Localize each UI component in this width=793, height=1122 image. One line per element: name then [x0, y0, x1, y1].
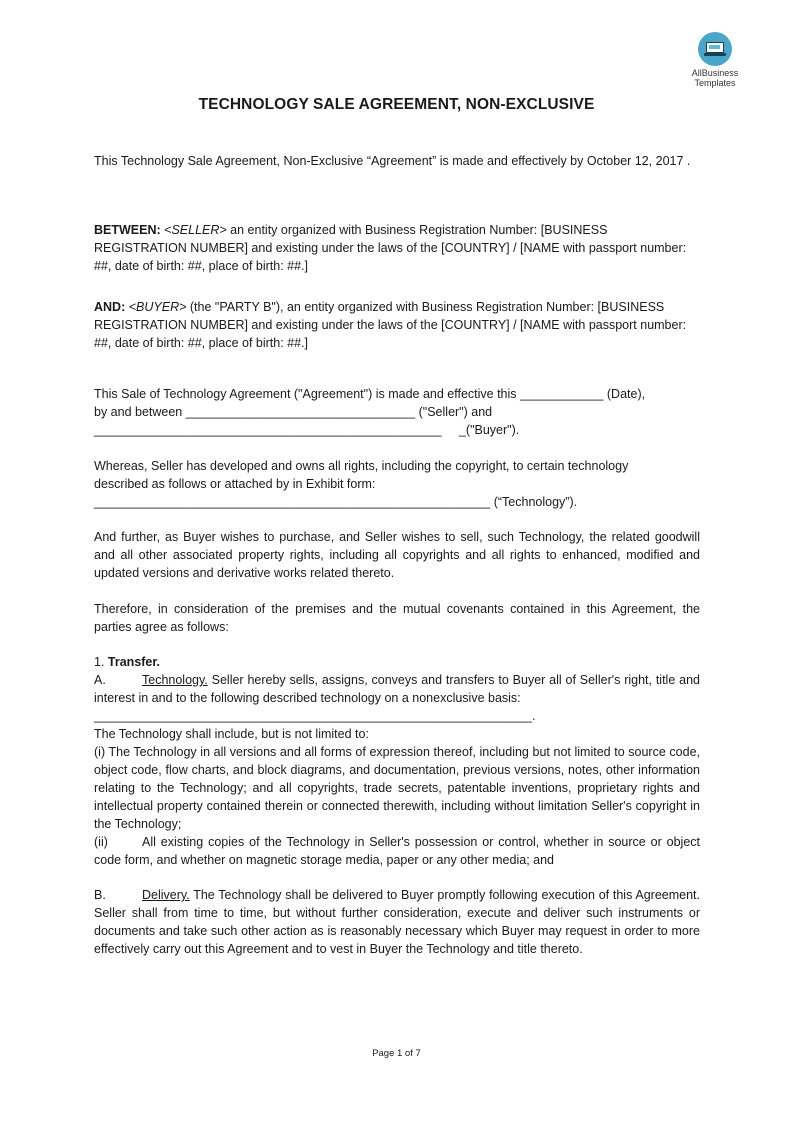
- whereas-line-2: described as follows or attached by in Exhibit form:: [94, 477, 376, 491]
- clause-b-text: The Technology shall be delivered to Buyer promptly following execution of this Agreement. Seller shall from time to time, but without further consideration, execute and deliver such instruments or documents and take such other action as is reasonably necessary which Buyer may request in order to more effectively carry out this Agreement and to vest in Buyer the Technology and title thereto.: [94, 888, 700, 956]
- sale-line-1: This Sale of Technology Agreement ("Agreement") is made and effective this ____________ (Date),: [94, 387, 646, 401]
- section-1-title: Transfer.: [107, 655, 161, 669]
- and-label: AND:: [94, 300, 126, 314]
- clause-a-text: Seller hereby sells, assigns, conveys and transfers to Buyer all of Seller's right, title and interest in and to the following described technology on a nonexclusive basis:: [94, 673, 700, 705]
- clause-a-blank: _______________________________________________________________.: [94, 709, 536, 723]
- clause-a-item-ii: [94, 833, 700, 869]
- between-text: an entity organized with Business Registration Number: [BUSINESS REGISTRATION NUMBER] and existing under the laws of the [COUNTRY] / [NAME with passport number: ##, date of birth: ##, place of birth: ##.]: [94, 223, 687, 273]
- further-paragraph: And further, as Buyer wishes to purchase, and Seller wishes to sell, such Technology, the related goodwill and all other associated property rights, including all copyrights and all rights to enhanced, modified and updated versions and derivative works related thereto.: [94, 530, 700, 580]
- logo-text: [684, 68, 746, 88]
- page-number: Page 1 of 7: [372, 1048, 421, 1059]
- clause-a: [94, 671, 700, 869]
- between-label: BETWEEN:: [94, 223, 161, 237]
- clause-a-letter: A.: [94, 673, 106, 687]
- whereas-paragraph: [94, 457, 700, 511]
- sale-line-2: by and between _________________________________ ("Seller") and: [94, 405, 493, 419]
- and-text: (the "PARTY B"), an entity organized with Business Registration Number: [BUSINESS REGISTRATION NUMBER] and existing under the laws of the [COUNTRY] / [NAME with passport number: ##, date of birth: ##, place of birth: ##.]: [94, 300, 687, 350]
- intro-paragraph: This Technology Sale Agreement, Non-Exclusive “Agreement” is made and effectively by October 12, 2017 .: [94, 154, 691, 168]
- sale-line-3: __________________________________________________ _("Buyer").: [94, 423, 520, 437]
- section-1-heading: [94, 653, 700, 671]
- clause-a-item-i: (i) The Technology in all versions and all forms of expression thereof, including but not limited to source code, object code, flow charts, and block diagrams, and documentation, previous versions, notes, other information relating to the Technology; and all copyrights, trade secrets, patentable inventions, proprietary rights and intellectual property contained therein or connected therewith, including without limitation Seller's copyright in the Technology;: [94, 745, 700, 831]
- whereas-line-3: _________________________________________________________ (“Technology”).: [94, 495, 578, 509]
- and-paragraph: [94, 298, 700, 352]
- company-logo: [684, 32, 746, 88]
- seller-placeholder: <SELLER>: [164, 223, 227, 237]
- buyer-placeholder: <BUYER>: [128, 300, 187, 314]
- clause-a-body: [94, 671, 700, 707]
- clause-a-item-ii-text: All existing copies of the Technology in Seller's possession or control, whether in source or object code form, and whether on magnetic storage media, paper or any other media; and: [94, 835, 700, 867]
- clause-b-letter: B.: [94, 888, 106, 902]
- section-1-number: 1.: [94, 655, 105, 669]
- document-title: TECHNOLOGY SALE AGREEMENT, NON-EXCLUSIVE: [198, 96, 595, 113]
- clause-b: [94, 886, 700, 958]
- clause-a-heading: Technology.: [142, 673, 208, 687]
- logo-line-1: AllBusiness: [691, 68, 739, 78]
- logo-line-2: Templates: [694, 78, 736, 88]
- laptop-icon: [698, 32, 732, 66]
- therefore-paragraph: Therefore, in consideration of the premises and the mutual covenants contained in this Agreement, the parties agree as follows:: [94, 602, 700, 634]
- sale-paragraph: [94, 385, 700, 439]
- whereas-line-1: Whereas, Seller has developed and owns all rights, including the copyright, to certain technology: [94, 459, 629, 473]
- clause-a-include: The Technology shall include, but is not limited to:: [94, 727, 369, 741]
- between-paragraph: [94, 221, 700, 275]
- clause-a-item-ii-number: (ii): [94, 835, 108, 849]
- clause-b-heading: Delivery.: [142, 888, 190, 902]
